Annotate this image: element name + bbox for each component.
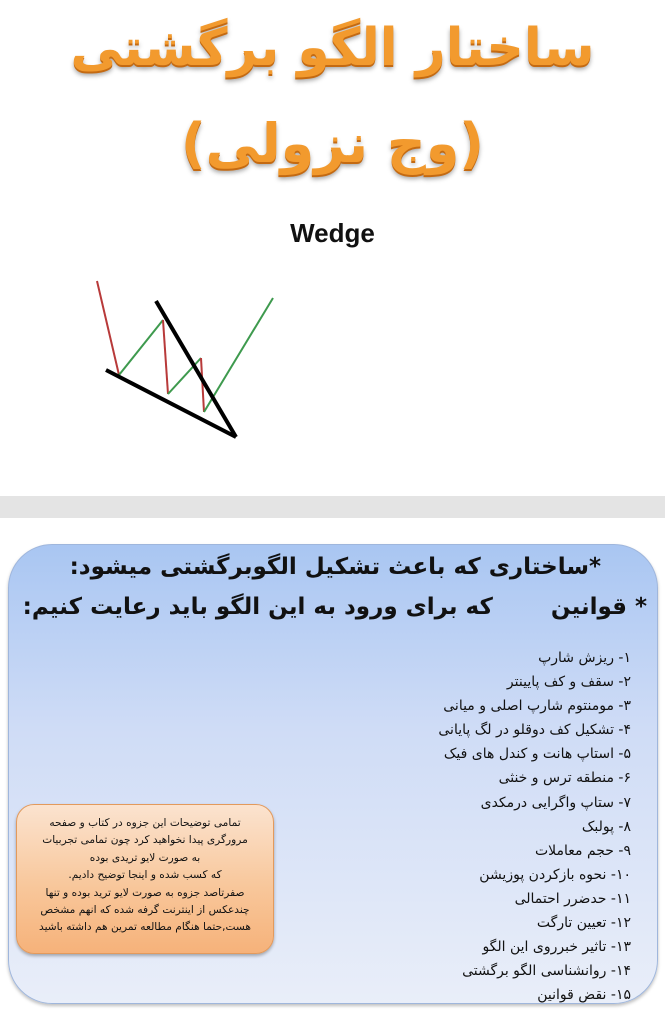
price-leg-up bbox=[119, 320, 163, 375]
card-heading: *ساختاری که باعث تشکیل الگوبرگشتی میشود: bbox=[69, 554, 601, 580]
list-item: ۱۲- تعیین تارگت bbox=[536, 915, 631, 932]
rules-list bbox=[301, 646, 631, 1007]
price-breakout-up bbox=[204, 298, 273, 412]
list-item: ۴- تشکیل کف دوقلو در لگ پایانی bbox=[438, 722, 631, 739]
list-item: ۱۵- نقض قوانین bbox=[537, 987, 631, 1004]
note-line: به صورت لایو تریدی بوده bbox=[89, 851, 201, 864]
wedge-diagram bbox=[80, 272, 290, 447]
rules-heading-end: که برای ورود به این الگو باید رعایت کنیم: bbox=[22, 594, 493, 620]
page-divider bbox=[0, 496, 665, 518]
list-item: ۱۰- نحوه بازکردن پوزیشن bbox=[479, 866, 631, 883]
price-leg-down bbox=[97, 281, 119, 375]
list-item: ۵- استاپ هانت و کندل های فیک bbox=[443, 746, 631, 763]
note-line: که کسب شده و اینجا توضیح دادیم. bbox=[68, 869, 222, 882]
note-line: صفرتاصد جزوه به صورت لایو ترید بوده و تنها bbox=[45, 886, 245, 899]
price-leg-down bbox=[163, 320, 168, 394]
rules-heading-start: * قوانین bbox=[550, 594, 647, 620]
note-line: هست,حتما هنگام مطالعه تمرین هم داشته باشید bbox=[39, 921, 251, 934]
card-heading-rules bbox=[23, 594, 647, 620]
note-box bbox=[16, 804, 274, 954]
list-item: ۶- منطقه ترس و خنثی bbox=[498, 770, 631, 787]
list-item: ۸- پولبک bbox=[581, 818, 631, 835]
list-item: ۱- ریزش شارپ bbox=[538, 650, 631, 666]
list-item: ۱۱- حدضرر احتمالی bbox=[514, 890, 631, 907]
list-item: ۱۴- روانشناسی الگو برگشتی bbox=[462, 963, 631, 980]
note-line: چندعکس از اینترنت گرفه شده که انهم مشخص bbox=[40, 904, 250, 917]
list-item: ۳- مومنتوم شارپ اصلی و میانی bbox=[443, 698, 631, 715]
note-line: مرورگری پیدا نخواهید کرد چون تمامی تجربیات bbox=[42, 834, 248, 847]
page-subtitle: Wedge bbox=[290, 218, 375, 248]
list-item: ۷- ستاپ واگرایی درمکدی bbox=[480, 794, 631, 811]
page-title-pattern: (وج نزولی) bbox=[181, 112, 484, 175]
note-line: تمامی توضیحات این جزوه در کتاب و صفحه bbox=[49, 817, 241, 829]
price-leg-up bbox=[168, 358, 201, 394]
list-item: ۱۳- تاثیر خبرروی این الگو bbox=[482, 939, 631, 956]
list-item: ۲- سقف و کف پایینتر bbox=[506, 674, 631, 691]
page-title: ساختار الگو برگشتی bbox=[70, 18, 595, 78]
list-item: ۹- حجم معاملات bbox=[534, 842, 631, 859]
